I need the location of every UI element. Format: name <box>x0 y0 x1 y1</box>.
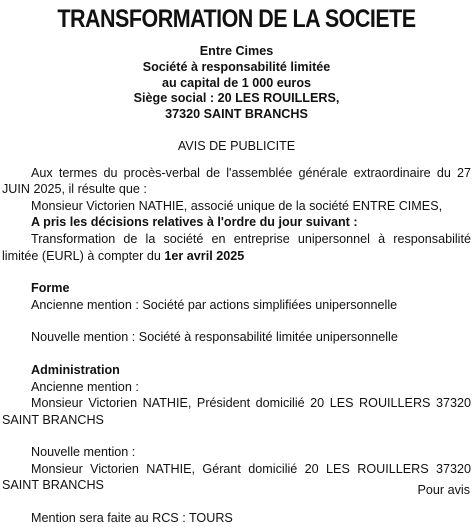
transformation-date: 1er avril 2025 <box>164 248 245 263</box>
transformation-text: Transformation de la société en entreprise unipersonnel à responsabilité limitée (EURL) à compter du <box>2 231 471 263</box>
administration-new-label: Nouvelle mention : <box>31 445 136 460</box>
company-form: Société à responsabilité limitée <box>142 59 331 74</box>
company-seat-line2: 37320 SAINT BRANCHS <box>165 107 308 122</box>
administration-title: Administration <box>31 362 120 377</box>
company-capital: au capital de 1 000 euros <box>161 75 312 90</box>
company-name: Entre Cimes <box>199 44 274 58</box>
rcs-mention: Mention sera faite au RCS : TOURS <box>31 511 233 526</box>
administration-new-text: Monsieur Victorien NATHIE, Gérant domicilié 20 LES ROUILLERS 37320 SAINT BRANCHS <box>2 461 471 493</box>
intro-paragraph: Aux termes du procès-verbal de l'assemblée générale extraordinaire du 27 JUIN 2025, il résulte que : <box>2 165 471 197</box>
company-seat-line1: Siège social : 20 LES ROUILLERS, <box>133 91 340 106</box>
notice-body <box>2 165 471 527</box>
transformation-paragraph <box>2 231 471 264</box>
signature: Pour avis <box>417 483 470 497</box>
company-block <box>2 44 471 123</box>
notice-heading: AVIS DE PUBLICITE <box>177 138 296 153</box>
decisions-paragraph: A pris les décisions relatives à l'ordre du jour suivant : <box>31 215 358 230</box>
forme-new: Nouvelle mention : Société à responsabilité limitée unipersonnelle <box>31 330 398 345</box>
page-title: TRANSFORMATION DE LA SOCIETE <box>57 5 416 33</box>
forme-old: Ancienne mention : Société par actions simplifiées unipersonnelle <box>31 297 398 312</box>
forme-title: Forme <box>31 281 70 296</box>
legal-notice <box>2 0 471 527</box>
administration-old-text: Monsieur Victorien NATHIE, Président domicilié 20 LES ROUILLERS 37320 SAINT BRANCHS <box>2 396 471 427</box>
associate-paragraph: Monsieur Victorien NATHIE, associé unique de la société ENTRE CIMES, <box>31 198 443 213</box>
administration-old-label: Ancienne mention : <box>31 379 139 394</box>
